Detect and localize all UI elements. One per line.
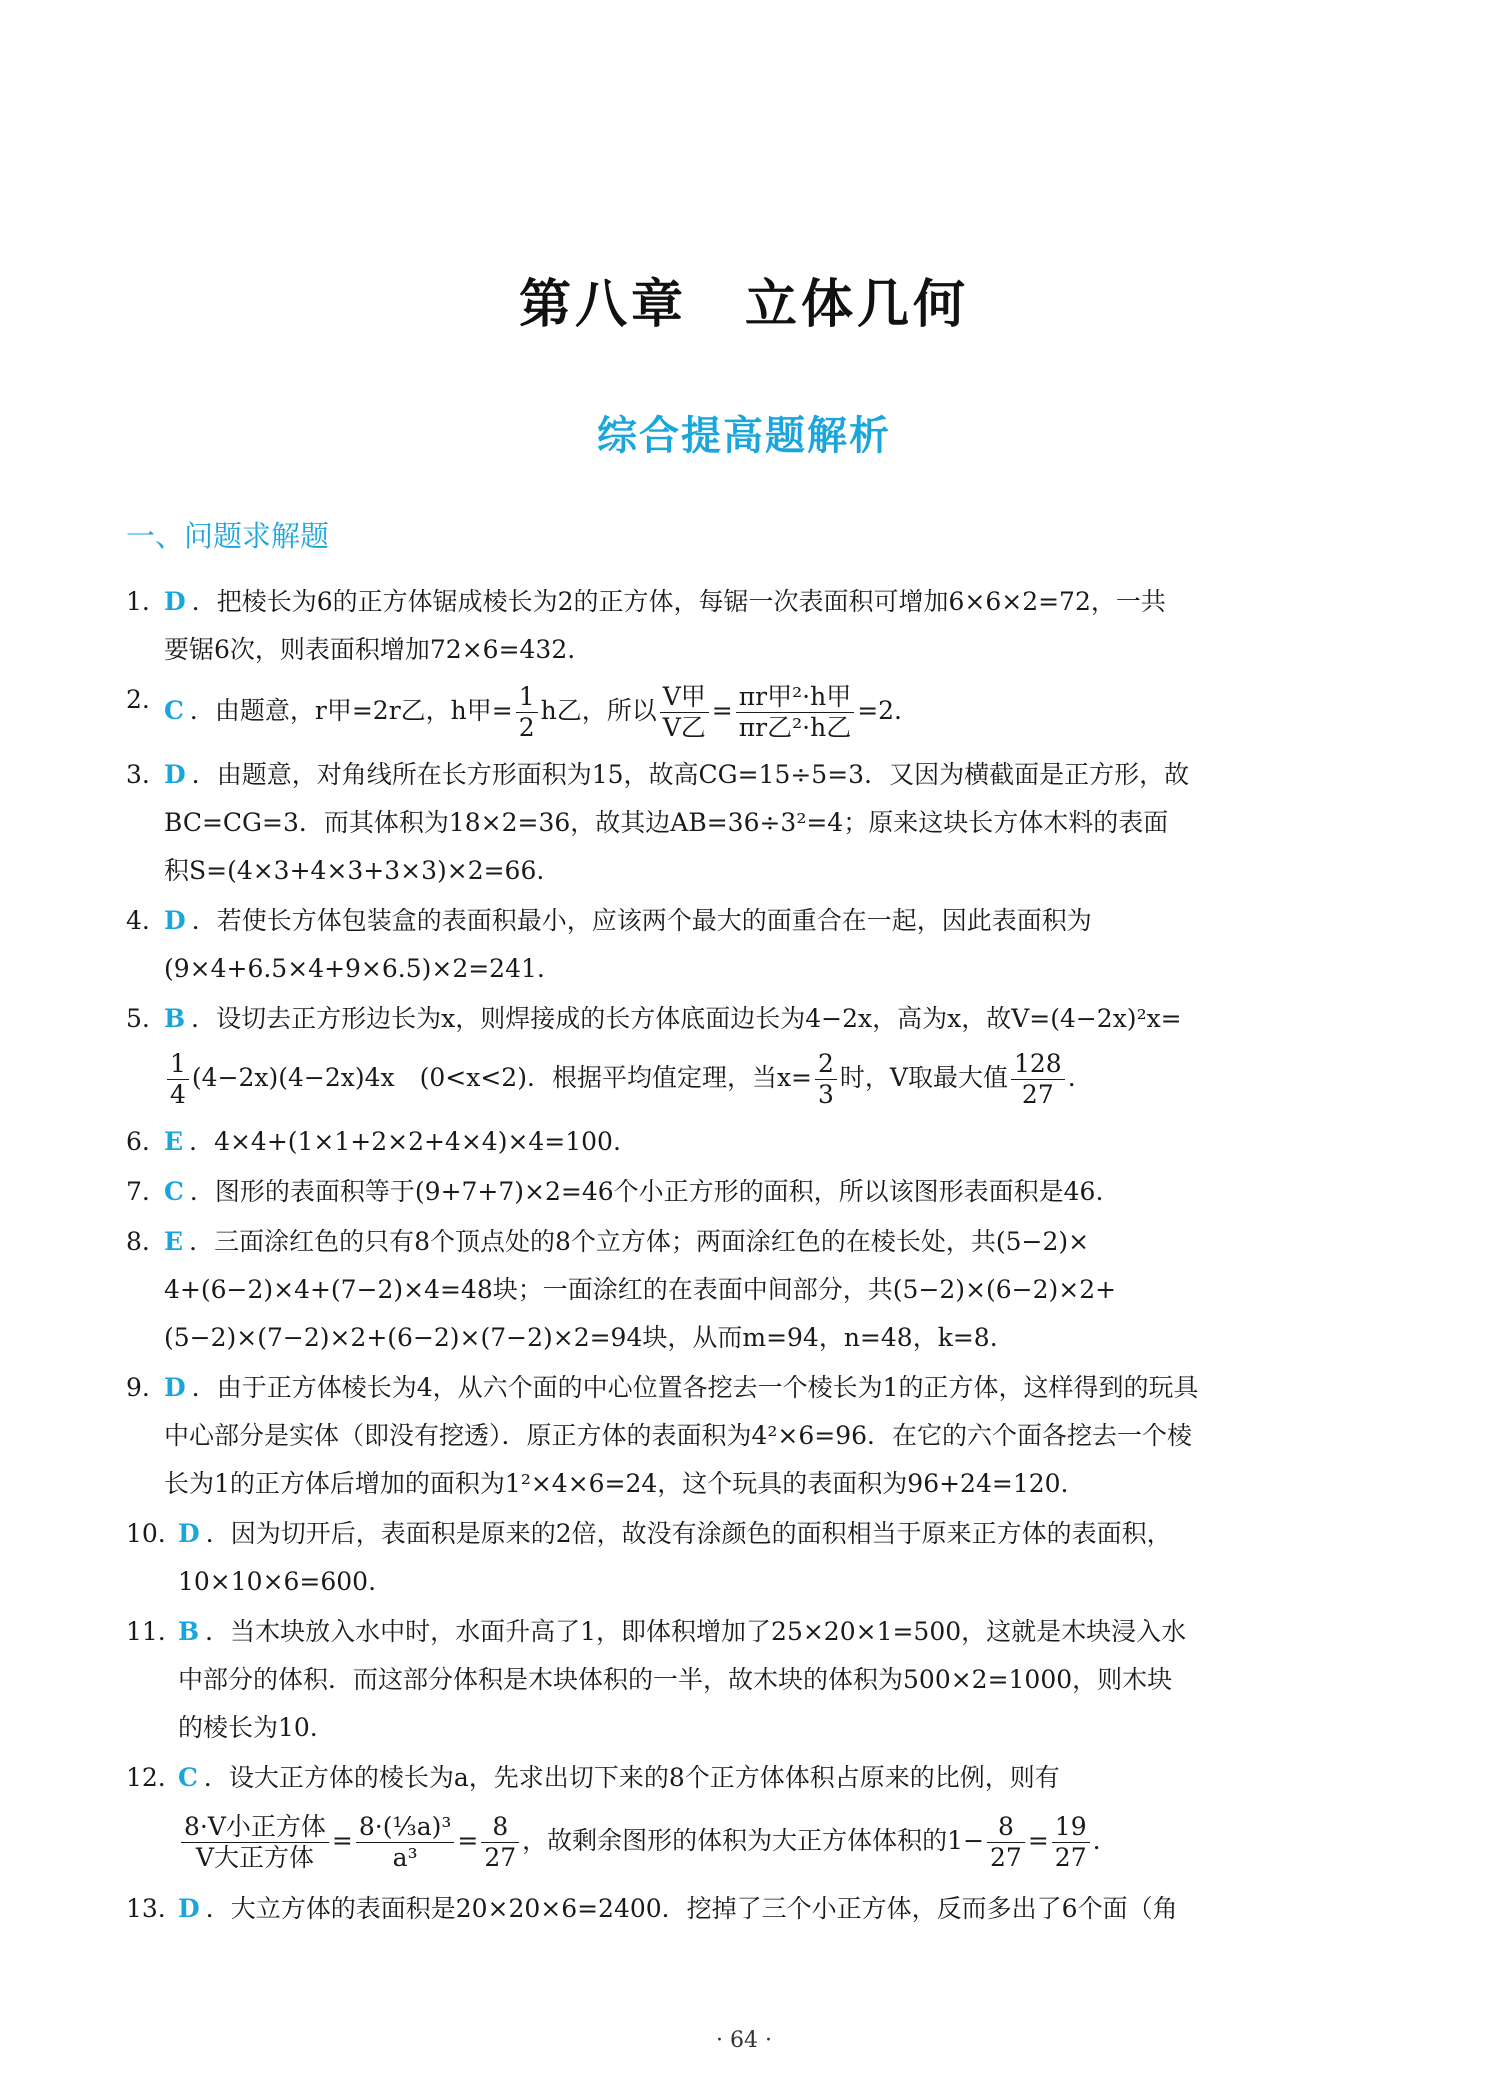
- answer-choice: D: [178, 1894, 200, 1923]
- list-item: 11. B ．当木块放入水中时，水面升高了1，即体积增加了25×20×1=500，这就是木块浸入水 中部分的体积．而这部分体积是木块体积的一半，故木块的体积为500×2=1000，则木块 的棱长为10.: [126, 1617, 1187, 1742]
- list-item: 1. D ．把棱长为6的正方体锯成棱长为2的正方体，每锯一次表面积可增加6×6×2=72，一共 要锯6次，则表面积增加72×6=432.: [126, 587, 1166, 664]
- list-item: 6. E ．4×4+(1×1+2×2+4×4)×4=100.: [126, 1127, 621, 1156]
- answer-choice: C: [178, 1763, 198, 1792]
- section-title: 综合提高题解析: [597, 413, 891, 459]
- answer-list: [126, 578, 1354, 1935]
- answer-choice: D: [178, 1519, 200, 1548]
- list-item: 2. C ．由题意，r甲=2r乙，h甲= $\frac{1}{2}$ h乙，所以 $\frac{\text{V甲}}{\text{V乙}}$ = $\frac{\text{πr甲²·h甲}}{\text{πr乙²·h乙}}$ =2.: [126, 682, 903, 742]
- subsection-title: 一、问题求解题: [126, 519, 330, 553]
- list-item: 3. D ．由题意，对角线所在长方形面积为15，故高CG=15÷5=3．又因为横截面是正方形，故 BC=CG=3．而其体积为18×2=36，故其边AB=36÷3²=4；原来这块长方体木料的表面 积S=(4×3+4×3+3×3)×2=66.: [126, 760, 1190, 885]
- page-number: · 64 ·: [716, 2028, 772, 2053]
- answer-choice: E: [164, 1127, 184, 1156]
- list-item: 10. D ．因为切开后，表面积是原来的2倍，故没有涂颜色的面积相当于原来正方体的表面积， 10×10×6=600.: [126, 1519, 1172, 1596]
- answer-choice: D: [164, 587, 186, 616]
- list-item: 5. B ．设切去正方形边长为x，则焊接成的长方体底面边长为4−2x，高为x，故V=(4−2x)²x= $\frac{1}{4}$ (4−2x)(4−2x)4x (0<x<2)．根据平均值定理，当x= $\frac{2}{3}$ 时，V取最大值 $\frac{128}{27}$ .: [126, 1004, 1182, 1109]
- list-item: 13. D ．大立方体的表面积是20×20×6=2400．挖掉了三个小正方体，反而多出了6个面（角: [126, 1894, 1178, 1923]
- list-item: 7. C ．图形的表面积等于(9+7+7)×2=46个小正方形的面积，所以该图形表面积是46.: [126, 1177, 1104, 1206]
- answer-choice: E: [164, 1227, 184, 1256]
- answer-choice: C: [164, 696, 184, 725]
- list-item: 4. D ．若使长方体包装盒的表面积最小，应该两个最大的面重合在一起，因此表面积为 (9×4+6.5×4+9×6.5)×2=241.: [126, 906, 1092, 983]
- list-item: 12. C ．设大正方体的棱长为a，先求出切下来的8个正方体体积占原来的比例，则有 $\frac{\text{8·V小正方体}}{\text{V大正方体}}$ = $\frac{\text{8·(⅓a)³}}{\text{a³}}$ = $\frac{8}{27}$ ，故剩余图形的体积为大正方体体积的1− $\frac{8}{27}$ = $\frac{19}{27}$ .: [126, 1763, 1101, 1872]
- answer-choice: D: [164, 760, 186, 789]
- answer-choice: D: [164, 906, 186, 935]
- answer-choice: B: [164, 1004, 186, 1033]
- answer-choice: D: [164, 1373, 186, 1402]
- list-item: 8. E ．三面涂红色的只有8个顶点处的8个立方体；两面涂红色的在棱长处，共(5−2)× 4+(6−2)×4+(7−2)×4=48块；一面涂红的在表面中间部分，共(5−2)×(6−2)×2+ (5−2)×(7−2)×2+(6−2)×(7−2)×2=94块，从而m=94，n=48，k=8.: [126, 1227, 1117, 1352]
- answer-choice: C: [164, 1177, 184, 1206]
- chapter-title: 第八章 立体几何: [518, 275, 970, 335]
- list-item: 9. D ．由于正方体棱长为4，从六个面的中心位置各挖去一个棱长为1的正方体，这样得到的玩具 中心部分是实体（即没有挖透）．原正方体的表面积为4²×6=96．在它的六个面各挖去一个棱 长为1的正方体后增加的面积为1²×4×6=24，这个玩具的表面积为96+24=120.: [126, 1373, 1199, 1498]
- answer-choice: B: [178, 1617, 200, 1646]
